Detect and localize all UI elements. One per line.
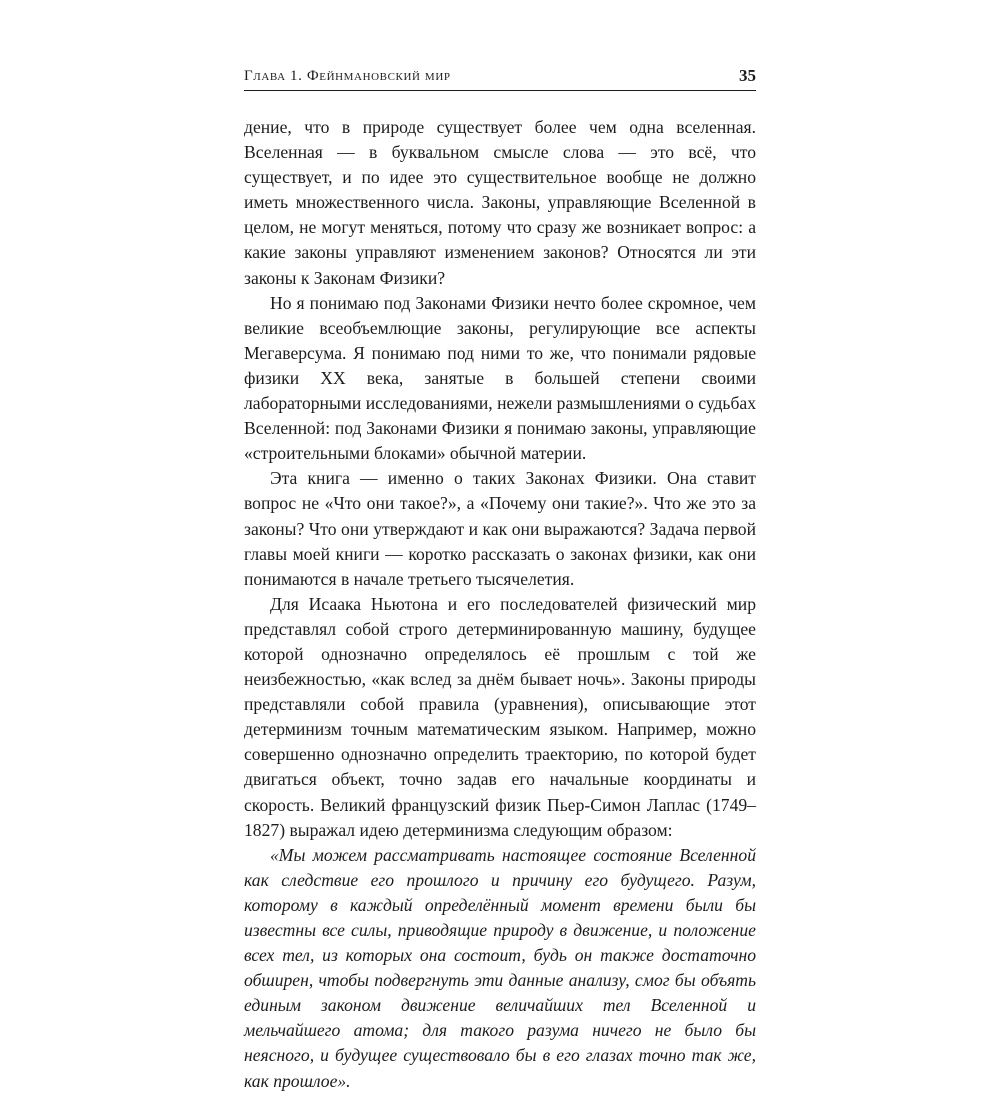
running-head xyxy=(244,60,756,91)
page-number: 35 xyxy=(739,66,756,85)
laplace-quote: «Мы можем рассматривать настоящее состояние Вселенной как следствие его прошлого и причину его будущего. Разум, которому в каждый определённый момент времени были бы известны все силы, приводящие природу в движение, и положение всех тел, из которых она состоит, будь он также достаточно обширен, чтобы подвергнуть эти данные анализу, смог бы объять единым законом движение величайших тел Вселенной и мельчайшего атома; для такого разума ничего не было бы неясного, и будущее существовало бы в его глазах точно так же, как прошлое». xyxy=(244,844,756,1091)
book-page xyxy=(244,60,756,1094)
paragraph: Эта книга — именно о таких Законах Физики. Она ставит вопрос не «Что они такое?», а «Почему они такие?». Что же это за законы? Что они утверждают и как они выражаются? Задача первой главы моей книги — коротко рассказать о законах физики, как они понимаются в начале третьего тысячелетия. xyxy=(244,468,756,589)
paragraph: Для Исаака Ньютона и его последователей физический мир представлял собой строго детерминированную машину, будущее которой однозначно определялось её прошлым с той же неизбежностью, «как вслед за днём бывает ночь». Законы природы представляли собой правила (уравнения), описывающие этот детерминизм точным математическим языком. Например, можно совершенно однозначно определить траекторию, по которой будет двигаться объект, точно задав его начальные координаты и скорость. Великий французский физик Пьер-Симон Лаплас (1749–1827) выражал идею детерминизма следующим образом: xyxy=(244,593,756,840)
chapter-title: Глава 1. Фейнмановский мир xyxy=(244,68,451,84)
body-text xyxy=(244,115,756,1094)
paragraph: Но я понимаю под Законами Физики нечто более скромное, чем великие всеобъемлющие законы, регулирующие все аспекты Мегаверсума. Я понимаю под ними то же, что понимали рядовые физики XX века, занятые в большей степени своими лабораторными исследованиями, нежели размышлениями о судьбах Вселенной: под Законами Физики я понимаю законы, управляющие «строительными блоками» обычной материи. xyxy=(244,292,756,464)
paragraph-continuation: дение, что в природе существует более чем одна вселенная. Вселенная — в буквальном смысле слова — это всё, что существует, и по идее это существительное вообще не должно иметь множественного числа. Законы, управляющие Вселенной в целом, не могут меняться, потому что сразу же возникает вопрос: а какие законы управляют изменением законов? Относятся ли эти законы к Законам Физики? xyxy=(244,117,756,288)
